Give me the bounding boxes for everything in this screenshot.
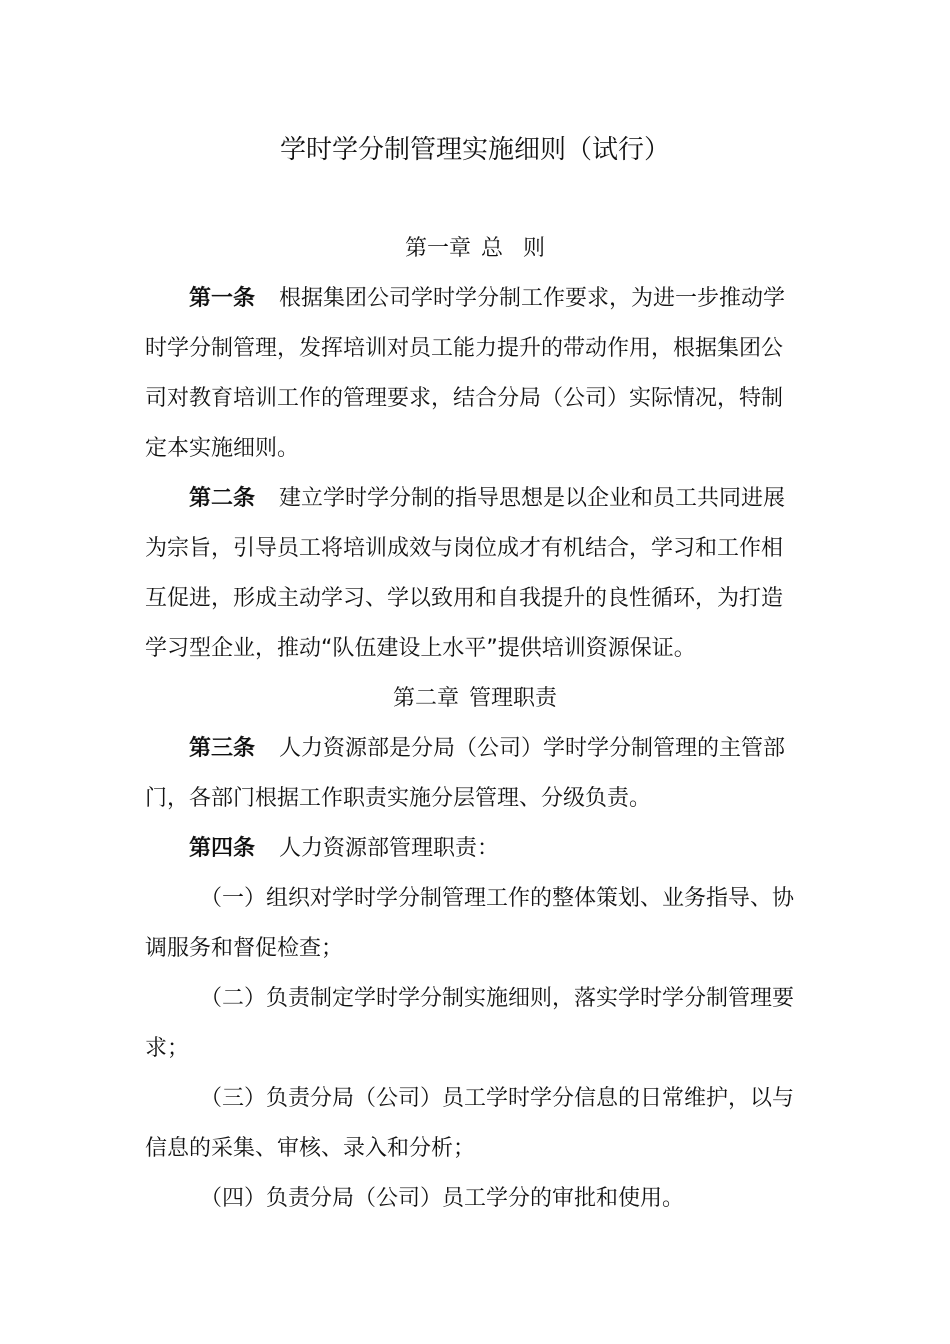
paragraph-line: 人力资源部是分局（公司）学时学分制管理的主管部: [279, 736, 786, 761]
chapter-number: 第二章: [392, 686, 459, 711]
paragraph-line: 门，各部门根据工作职责实施分层管理、分级负责。: [145, 786, 652, 811]
paragraph-line: 定本实施细则。: [145, 436, 300, 461]
paragraph-line: 为宗旨，引导员工将培训成效与岗位成才有机结合，学习和工作相: [145, 536, 784, 561]
paragraph-line: 互促进，形成主动学习、学以致用和自我提升的良性循环，为打造: [145, 586, 784, 611]
list-item: （二）负责制定学时学分制实施细则，落实学时学分制管理要: [200, 986, 795, 1011]
article-paragraph: [189, 734, 785, 764]
list-item: （三）负责分局（公司）员工学时学分信息的日常维护，以与: [200, 1086, 795, 1111]
list-item-continuation: 调服务和督促检查；: [145, 936, 344, 961]
paragraph-line: 学习型企业，推动“队伍建设上水平”提供培训资源保证。: [145, 636, 696, 661]
document-title: 学时学分制管理实施细则（试行）: [279, 135, 670, 165]
paragraph-line: 根据集团公司学时学分制工作要求，为进一步推动学: [279, 286, 786, 311]
article-label: 第一条: [189, 286, 256, 311]
list-item-continuation: 信息的采集、审核、录入和分析；: [145, 1136, 476, 1161]
article-paragraph: [189, 484, 785, 514]
list-item: （四）负责分局（公司）员工学分的审批和使用。: [200, 1186, 685, 1211]
paragraph-line: 司对教育培训工作的管理要求，结合分局（公司）实际情况，特制: [145, 386, 784, 411]
chapter-heading-2: [0, 684, 950, 714]
paragraph-line: 人力资源部管理职责：: [279, 836, 500, 861]
chapter-name: 管理职责: [469, 686, 558, 711]
paragraph-line: 建立学时学分制的指导思想是以企业和员工共同进展: [279, 486, 786, 511]
article-label: 第二条: [189, 486, 256, 511]
chapter-number: 第一章: [404, 236, 471, 261]
article-paragraph: [189, 284, 785, 314]
article-paragraph: [189, 834, 499, 864]
list-item-continuation: 求；: [145, 1036, 190, 1061]
chapter-name-part: 总: [480, 236, 503, 261]
article-label: 第四条: [189, 836, 256, 861]
paragraph-line: 时学分制管理，发挥培训对员工能力提升的带动作用，根据集团公: [145, 336, 784, 361]
chapter-name-part: 则: [523, 236, 546, 261]
chapter-heading-1: [0, 234, 950, 264]
list-item: （一）组织对学时学分制管理工作的整体策划、业务指导、协: [200, 886, 795, 911]
article-label: 第三条: [189, 736, 256, 761]
